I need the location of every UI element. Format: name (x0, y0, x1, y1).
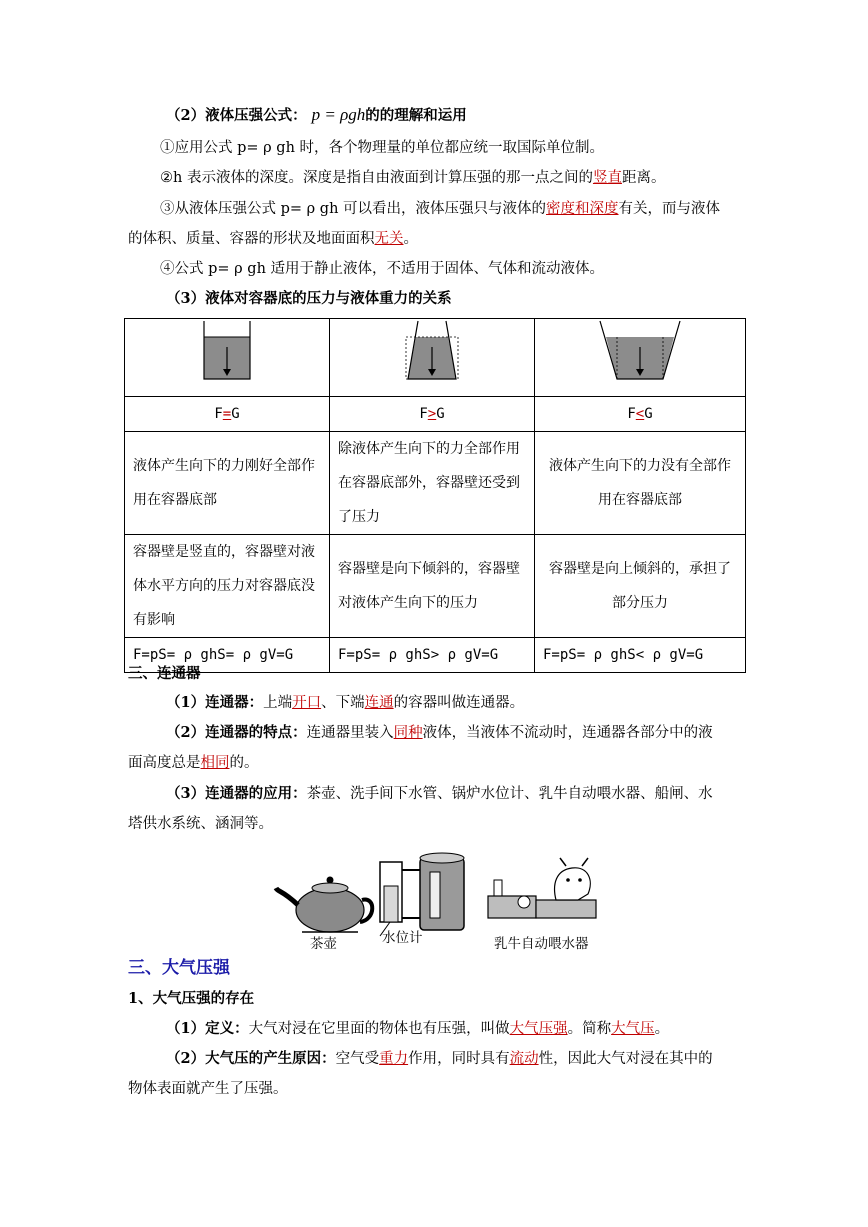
caption-teapot: 茶壶 (310, 936, 337, 952)
text: 的。 (229, 755, 259, 771)
connector-applications (166, 784, 713, 804)
answer-unrelated: 无关 (374, 231, 404, 247)
table-cell: 容器壁是向上倾斜的，承担了部分压力 (535, 535, 746, 638)
p3c-text: 的体积、质量、容器的形状及地面面积 (128, 231, 375, 247)
vertical-container-figure (197, 319, 257, 383)
cell-narrowing-container (535, 319, 746, 397)
formula-heading (166, 105, 467, 126)
answer-atmospheric-pressure: 大气压强 (509, 1021, 568, 1037)
section-heading-connector: 三、连通器 (128, 665, 201, 682)
relation-symbol: > (427, 406, 437, 422)
boiler-gauge-icon (380, 853, 464, 936)
relation-cell: F<G (535, 397, 746, 432)
connector-feature-cont (128, 753, 259, 773)
cell-vertical-container (125, 319, 330, 397)
answer-vertical: 竖直 (592, 170, 622, 186)
cow-feeder-icon (488, 858, 596, 918)
table-cell: 除液体产生向下的力全部作用在容器底部外，容器壁还受到了压力 (330, 432, 535, 535)
heading-number: （2） (166, 107, 206, 124)
answer-open: 开口 (292, 695, 322, 711)
answer-gravity: 重力 (379, 1051, 409, 1067)
text: 。简称 (567, 1021, 612, 1037)
p2-text: ②h 表示液体的深度。深度是指自由液面到计算压强的那一点之间的 (160, 170, 593, 186)
caption-water-gauge: 水位计 (382, 930, 423, 946)
text: 大气对浸在它里面的物体也有压强，叫做 (248, 1021, 510, 1037)
cell-widening-container (330, 319, 535, 397)
table-row-figures (125, 319, 746, 397)
item-label: （2）连通器的特点： (166, 724, 307, 741)
table-cell: F=pS= ρ ghS> ρ gV=G (330, 638, 535, 673)
answer-connected: 连通 (364, 695, 394, 711)
p3-tail: 有关，而与液体 (618, 201, 721, 217)
text: 空气受 (335, 1051, 380, 1067)
item-label: （2）大气压的产生原因： (166, 1050, 336, 1067)
section-3-heading: （3）液体对容器底的压力与液体重力的关系 (166, 290, 452, 307)
relation-cell: F=G (125, 397, 330, 432)
text: 的容器叫做连通器。 (393, 695, 525, 711)
connector-applications-cont: 塔供水系统、涵洞等。 (128, 816, 273, 832)
text: 面高度总是 (128, 755, 201, 771)
relation-symbol: < (635, 406, 645, 422)
answer-atm-short: 大气压 (611, 1021, 655, 1037)
text: 作用，同时具有 (408, 1051, 510, 1067)
paragraph-1: ①应用公式 p= ρ gh 时，各个物理量的单位都应统一取国际单位制。 (160, 140, 605, 156)
table-cell: 液体产生向下的力刚好全部作用在容器底部 (125, 432, 330, 535)
text: 。 (654, 1021, 670, 1037)
paragraph-4: ④公式 p= ρ gh 适用于静止液体，不适用于固体、气体和流动液体。 (160, 261, 605, 277)
text: 、下端 (321, 695, 365, 711)
table-row-relation (125, 397, 746, 432)
table-cell: 液体产生向下的力没有全部作用在容器底部 (535, 432, 746, 535)
text: 连通器里装入 (306, 725, 394, 741)
table-row-formula (125, 638, 746, 673)
p3-text: ③从液体压强公式 p= ρ gh 可以看出，液体压强只与液体的 (160, 201, 547, 217)
paragraph-3-cont (128, 229, 418, 249)
answer-same: 相同 (200, 755, 230, 771)
item-label: （1）连通器： (166, 694, 264, 711)
answer-flow: 流动 (509, 1051, 539, 1067)
relation-cell: F>G (330, 397, 535, 432)
connector-definition (166, 693, 524, 713)
atmosphere-subheading: 1、大气压强的存在 (128, 990, 255, 1007)
paragraph-3 (160, 199, 720, 219)
table-cell: F=pS= ρ ghS= ρ gV=G (125, 638, 330, 673)
heading-tail: 的的理解和运用 (365, 107, 467, 124)
item-label: （1）定义： (166, 1020, 249, 1037)
answer-density-depth: 密度和深度 (546, 201, 619, 217)
relation-symbol: = (222, 406, 232, 422)
table-cell: F=pS= ρ ghS< ρ gV=G (535, 638, 746, 673)
text: 上端 (263, 695, 293, 711)
p3d-text: 。 (403, 231, 418, 247)
table-cell: 容器壁是竖直的，容器壁对液体水平方向的压力对容器底没有影响 (125, 535, 330, 638)
pressure-formula: p = ρgh (311, 105, 366, 124)
heading-label: 液体压强公式： (205, 107, 307, 124)
text: 液体，当液体不流动时，连通器各部分中的液 (422, 725, 713, 741)
table-cell: 容器壁是向下倾斜的，容器壁对液体产生向下的压力 (330, 535, 535, 638)
p2-tail: 距离。 (621, 170, 666, 186)
text: 性，因此大气对浸在其中的 (538, 1051, 713, 1067)
atmosphere-cause-cont: 物体表面就产生了压强。 (128, 1081, 288, 1097)
section-heading-atmosphere: 三、大气压强 (128, 958, 230, 978)
comparison-table (124, 318, 746, 673)
atmosphere-cause (166, 1049, 713, 1069)
text: 茶壶、洗手间下水管、锅炉水位计、乳牛自动喂水器、船闸、水 (306, 786, 713, 802)
teapot-icon (276, 877, 372, 933)
table-row-explanation (125, 432, 746, 535)
narrowing-container-figure (595, 319, 685, 383)
widening-container-figure (402, 319, 462, 383)
paragraph-2 (160, 168, 665, 188)
caption-cow-feeder: 乳牛自动喂水器 (494, 936, 589, 952)
atmosphere-definition (166, 1019, 669, 1039)
connector-feature (166, 723, 713, 743)
item-label: （3）连通器的应用： (166, 785, 307, 802)
answer-same-kind: 同种 (393, 725, 423, 741)
table-row-walls (125, 535, 746, 638)
